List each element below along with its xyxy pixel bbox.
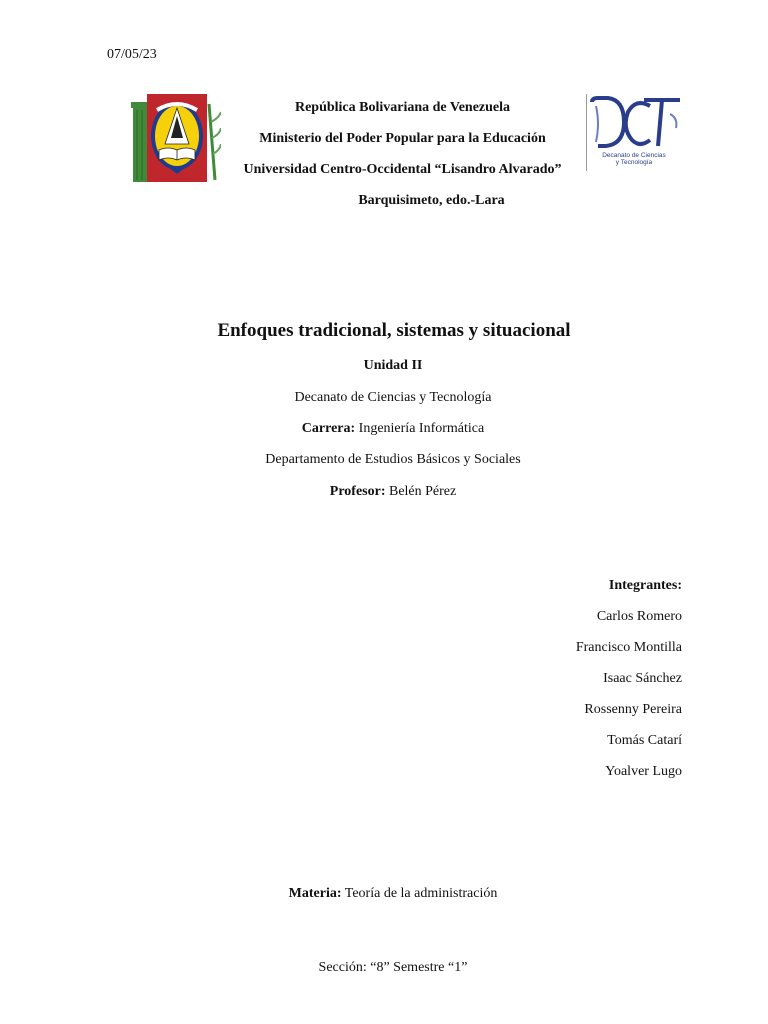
subject-line bbox=[0, 886, 768, 902]
member-name: Rossenny Pereira bbox=[584, 702, 682, 717]
document-title: Enfoques tradicional, sistemas y situacional bbox=[217, 320, 571, 341]
subject-label: Materia: bbox=[288, 886, 342, 901]
career-line bbox=[0, 421, 768, 437]
member-name: Francisco Montilla bbox=[575, 640, 682, 655]
members-list bbox=[400, 570, 682, 787]
logo-divider bbox=[586, 94, 587, 171]
institution-header bbox=[200, 92, 605, 216]
professor-line bbox=[0, 484, 768, 500]
professor-label: Profesor: bbox=[329, 484, 386, 499]
section-line: Sección: “8” Semestre “1” bbox=[318, 960, 468, 975]
member-name: Yoalver Lugo bbox=[605, 764, 682, 779]
member-name: Tomás Catarí bbox=[607, 733, 682, 748]
dcyt-logo-caption bbox=[594, 152, 674, 166]
members-label: Integrantes: bbox=[608, 578, 682, 593]
header-university: Universidad Centro-Occidental “Lisandro Alvarado” bbox=[243, 162, 562, 177]
member-name: Isaac Sánchez bbox=[603, 671, 682, 686]
subject-value: Teoría de la administración bbox=[341, 886, 498, 901]
career-label: Carrera: bbox=[301, 421, 356, 436]
header-country: República Bolivariana de Venezuela bbox=[294, 100, 511, 115]
dcyt-logo bbox=[588, 94, 684, 170]
document-date: 07/05/23 bbox=[107, 47, 157, 62]
dcyt-logo-mark bbox=[588, 94, 684, 154]
header-ministry: Ministerio del Poder Popular para la Educación bbox=[259, 131, 546, 146]
unit-label: Unidad II bbox=[363, 358, 423, 373]
dcyt-logo-caption-line1: Decanato de Ciencias bbox=[602, 152, 666, 159]
professor-value: Belén Pérez bbox=[385, 484, 457, 499]
department-name: Departamento de Estudios Básicos y Sociales bbox=[265, 452, 521, 467]
member-name: Carlos Romero bbox=[596, 609, 682, 624]
career-value: Ingeniería Informática bbox=[355, 421, 485, 436]
faculty-name: Decanato de Ciencias y Tecnología bbox=[294, 390, 492, 405]
header-city: Barquisimeto, edo.-Lara bbox=[358, 193, 505, 208]
dcyt-logo-caption-line2: y Tecnología bbox=[615, 159, 653, 166]
